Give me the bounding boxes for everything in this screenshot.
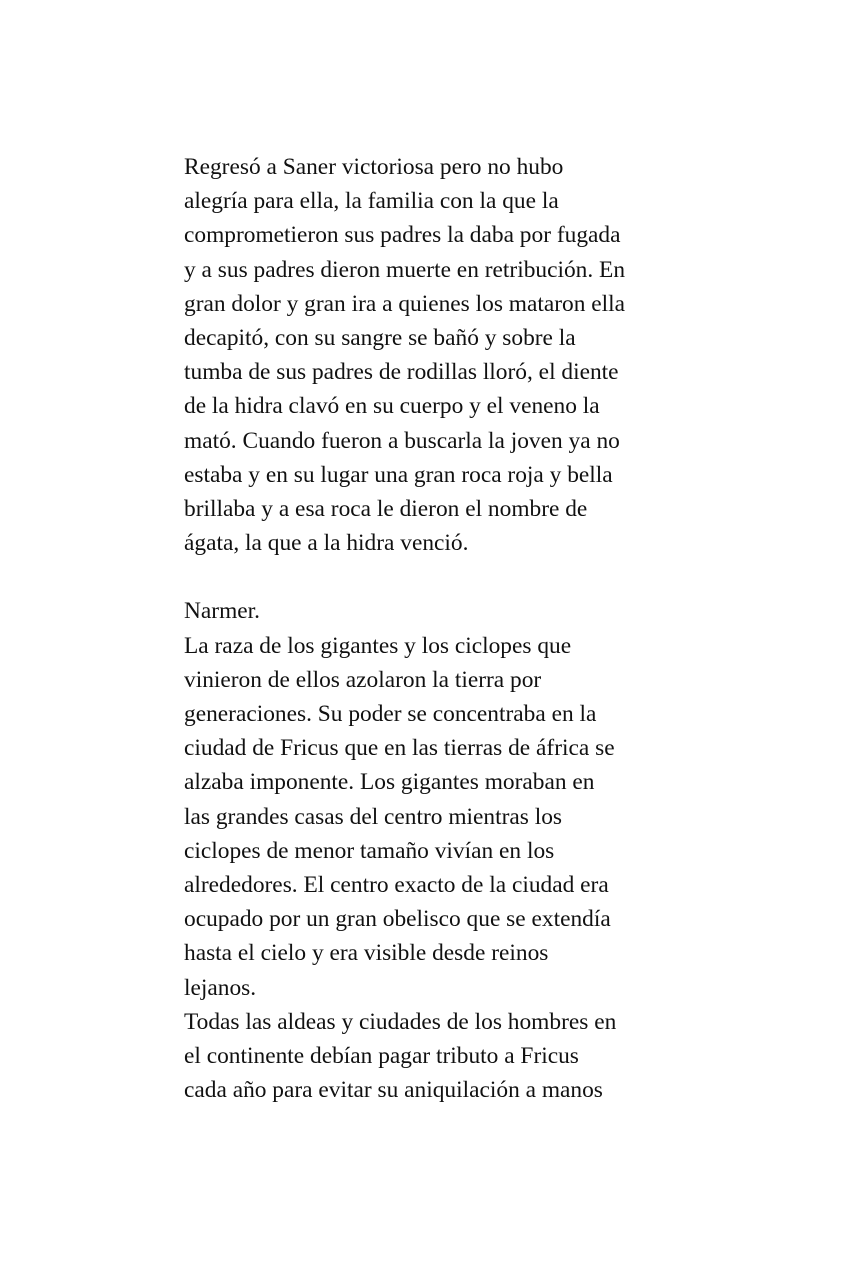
text-line: gran dolor y gran ira a quienes los mataron ella — [184, 290, 626, 317]
text-line: Todas las aldeas y ciudades de los hombres en — [184, 1008, 617, 1035]
section-heading: Narmer. — [184, 598, 260, 625]
text-line: tumba de sus padres de rodillas lloró, el diente — [184, 359, 619, 386]
text-line: La raza de los gigantes y los ciclopes que — [184, 632, 572, 659]
text-line: ciclopes de menor tamaño vivían en los — [184, 837, 555, 864]
text-line: estaba y en su lugar una gran roca roja y bella — [184, 461, 613, 488]
text-line: decapitó, con su sangre se bañó y sobre la — [184, 324, 576, 351]
text-line: hasta el cielo y era visible desde reinos — [184, 940, 549, 967]
text-line: ocupado por un gran obelisco que se extendía — [184, 906, 611, 933]
text-line: y a sus padres dieron muerte en retribución. En — [184, 256, 626, 283]
text-line: vinieron de ellos azolaron la tierra por — [184, 666, 542, 693]
text-line: las grandes casas del centro mientras los — [184, 803, 563, 830]
paragraph-agata — [184, 150, 684, 560]
paragraph-spacer — [184, 560, 684, 594]
text-line: mató. Cuando fueron a buscarla la joven ya no — [184, 427, 620, 454]
text-line: de la hidra clavó en su cuerpo y el veneno la — [184, 393, 600, 420]
text-block — [184, 150, 684, 1107]
text-line: lejanos. — [184, 974, 257, 1001]
text-line: ciudad de Fricus que en las tierras de áfrica se — [184, 735, 615, 762]
text-line: alrededores. El centro exacto de la ciudad era — [184, 871, 609, 898]
text-line: generaciones. Su poder se concentraba en la — [184, 701, 597, 727]
text-line: brillaba y a esa roca le dieron el nombre de — [184, 495, 588, 522]
text-line: Regresó a Saner victoriosa pero no hubo — [184, 154, 564, 180]
text-line: el continente debían pagar tributo a Fricus — [184, 1042, 579, 1069]
text-line: ágata, la que a la hidra venció. — [184, 530, 469, 557]
paragraph-gigantes — [184, 629, 684, 1005]
paragraph-tributo — [184, 1005, 684, 1108]
text-line: alzaba imponente. Los gigantes moraban en — [184, 769, 595, 796]
text-line: cada año para evitar su aniquilación a manos — [184, 1077, 603, 1104]
text-line: comprometieron sus padres la daba por fugada — [184, 222, 621, 249]
text-line: alegría para ella, la familia con la que la — [184, 188, 559, 215]
